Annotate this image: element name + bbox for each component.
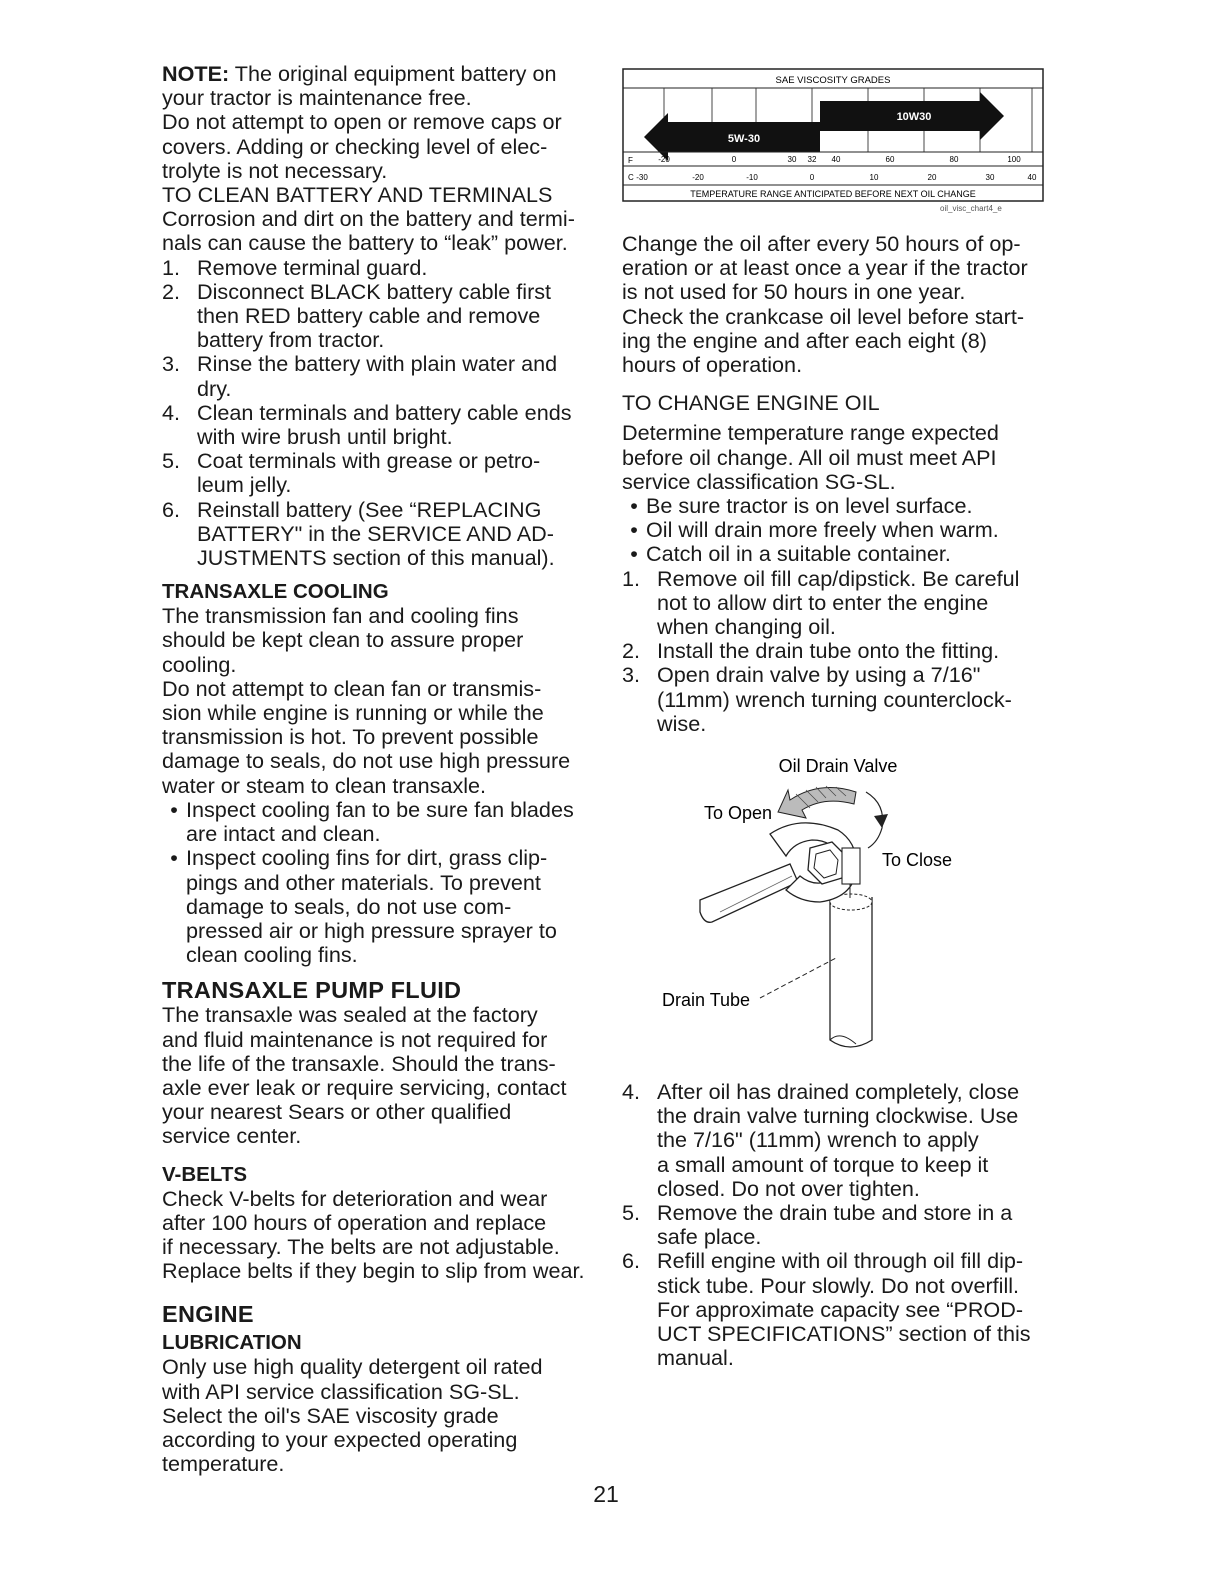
pump-line: and fluid maintenance is not required for bbox=[162, 1026, 548, 1052]
celsius-tick-label: 20 bbox=[927, 173, 937, 182]
vbelts-line: after 100 hours of operation and replace bbox=[162, 1209, 547, 1235]
celsius-tick-label: 10 bbox=[869, 173, 879, 182]
celsius-tick-label: -30 bbox=[636, 173, 648, 182]
step-text bbox=[197, 280, 594, 353]
label-to-close: To Close bbox=[882, 850, 953, 870]
step-line: a small amount of torque to keep it bbox=[657, 1151, 989, 1177]
step-line: when changing oil. bbox=[657, 614, 836, 640]
chart-image-id: oil_visc_chart4_e bbox=[940, 204, 1002, 213]
step-text bbox=[657, 1080, 1052, 1201]
oil-line: Check the crankcase oil level before start- bbox=[622, 303, 1025, 329]
fahrenheit-tick-label: 40 bbox=[831, 155, 841, 164]
step-number: 6. bbox=[622, 1248, 641, 1274]
step-line: battery from tractor. bbox=[197, 327, 385, 353]
step-number: 3. bbox=[622, 662, 641, 688]
battery-heading: TO CLEAN BATTERY AND TERMINALS bbox=[162, 182, 553, 208]
cooling-line: transmission is hot. To prevent possible bbox=[162, 724, 539, 750]
note-paragraph: NOTE: The original equipment battery on bbox=[162, 61, 557, 86]
oil-line: hours of operation. bbox=[622, 352, 803, 378]
note-line: covers. Adding or checking level of elec- bbox=[162, 133, 548, 159]
change-line: Determine temperature range expected bbox=[622, 420, 999, 446]
step-number: 3. bbox=[162, 351, 181, 377]
step-line: the 7/16" (11mm) wrench to apply bbox=[657, 1127, 979, 1153]
bullet-line: Be sure tractor is on level surface. bbox=[646, 493, 973, 519]
numbered-step bbox=[622, 567, 1052, 640]
sae-viscosity-chart bbox=[622, 68, 1044, 202]
oil-drain-valve-figure bbox=[660, 752, 1000, 1062]
bullet-item bbox=[622, 494, 1052, 518]
fahrenheit-tick-label: 0 bbox=[731, 155, 737, 164]
bullet-text bbox=[186, 798, 594, 846]
bullet-icon: • bbox=[170, 796, 178, 822]
note-label: NOTE: bbox=[162, 61, 230, 86]
fahrenheit-tick-label: 80 bbox=[949, 155, 959, 164]
cooling-line: damage to seals, do not use high pressure bbox=[162, 748, 571, 774]
battery-intro-line: nals can cause the battery to “leak” power. bbox=[162, 230, 568, 256]
step-text bbox=[197, 401, 594, 449]
vbelts-paragraph bbox=[162, 1187, 594, 1284]
step-text bbox=[657, 567, 1052, 640]
oil-line: Change the oil after every 50 hours of op- bbox=[622, 231, 1021, 256]
lubrication-line: with API service classification SG-SL. bbox=[162, 1378, 520, 1404]
engine-heading: ENGINE bbox=[162, 1301, 254, 1328]
bullet-item bbox=[162, 798, 594, 846]
step-line: closed. Do not over tighten. bbox=[657, 1175, 920, 1201]
oil-p2 bbox=[622, 305, 1052, 378]
step-number: 5. bbox=[622, 1200, 641, 1226]
step-line: not to allow dirt to enter the engine bbox=[657, 589, 989, 615]
drain-tube-leader bbox=[760, 958, 836, 998]
step-line: manual. bbox=[657, 1345, 734, 1371]
pump-line: the life of the transaxle. Should the trans- bbox=[162, 1050, 556, 1076]
step-number: 4. bbox=[622, 1079, 641, 1104]
step-text bbox=[657, 639, 1052, 663]
step-line: Open drain valve by using a 7/16" bbox=[657, 662, 981, 688]
battery-intro-line: Corrosion and dirt on the battery and termi- bbox=[162, 206, 575, 232]
step-line: Rinse the battery with plain water and bbox=[197, 351, 558, 377]
vbelts-heading: V-BELTS bbox=[162, 1162, 248, 1186]
change-oil-heading: TO CHANGE ENGINE OIL bbox=[622, 390, 880, 416]
bullet-line: Catch oil in a suitable container. bbox=[646, 541, 951, 567]
step-number: 5. bbox=[162, 448, 181, 474]
cooling-p2 bbox=[162, 677, 594, 798]
bullet-text bbox=[646, 518, 1052, 542]
close-arrow-head bbox=[874, 814, 888, 828]
lubrication-paragraph bbox=[162, 1355, 594, 1476]
bullet-text bbox=[646, 542, 1052, 566]
bullet-line: Oil will drain more freely when warm. bbox=[646, 517, 999, 543]
numbered-step bbox=[622, 663, 1052, 736]
fahrenheit-tick-label: 32 bbox=[807, 155, 817, 164]
cooling-line: sion while engine is running or while the bbox=[162, 700, 544, 726]
change-oil-steps-a bbox=[622, 567, 1052, 736]
numbered-step bbox=[162, 449, 594, 497]
step-line: Refill engine with oil through oil fill dip- bbox=[657, 1248, 1024, 1274]
step-line: Remove oil fill cap/dipstick. Be careful bbox=[657, 565, 1020, 591]
step-text bbox=[197, 256, 594, 280]
vbelts-line: if necessary. The belts are not adjustable. bbox=[162, 1233, 560, 1259]
bullet-icon: • bbox=[630, 517, 638, 543]
oil-line: ing the engine and after each eight (8) bbox=[622, 327, 987, 353]
fahrenheit-tick-label: 60 bbox=[885, 155, 895, 164]
lubrication-heading: LUBRICATION bbox=[162, 1331, 302, 1355]
numbered-step bbox=[162, 401, 594, 449]
right-column-lower bbox=[622, 1080, 1052, 1370]
cooling-heading: TRANSAXLE COOLING bbox=[162, 580, 389, 604]
step-line: stick tube. Pour slowly. Do not overfill. bbox=[657, 1272, 1020, 1298]
step-number: 2. bbox=[622, 638, 641, 664]
oil-line: eration or at least once a year if the tractor bbox=[622, 255, 1028, 281]
change-line: before oil change. All oil must meet API bbox=[622, 444, 997, 470]
numbered-step bbox=[622, 1249, 1052, 1370]
step-line: Clean terminals and battery cable ends bbox=[197, 399, 572, 425]
step-number: 4. bbox=[162, 399, 181, 425]
battery-steps bbox=[162, 256, 594, 571]
step-line: Remove the drain tube and store in a bbox=[657, 1200, 1013, 1226]
step-line: BATTERY" in the SERVICE AND AD- bbox=[197, 520, 554, 546]
celsius-tick-label: 30 bbox=[985, 173, 995, 182]
chart-footer: TEMPERATURE RANGE ANTICIPATED BEFORE NEXT OIL CHANGE bbox=[690, 189, 976, 199]
cooling-line: cooling. bbox=[162, 651, 237, 677]
fahrenheit-tick-label: 100 bbox=[1007, 155, 1021, 164]
step-line: Disconnect BLACK battery cable first bbox=[197, 278, 552, 304]
note-line: your tractor is maintenance free. bbox=[162, 85, 472, 111]
cooling-p1 bbox=[162, 604, 594, 677]
pump-line: The transaxle was sealed at the factory bbox=[162, 1002, 538, 1028]
step-line: then RED battery cable and remove bbox=[197, 303, 541, 329]
bullet-text bbox=[646, 494, 1052, 518]
step-line: JUSTMENTS section of this manual). bbox=[197, 545, 555, 571]
step-line: safe place. bbox=[657, 1224, 762, 1250]
celsius-tick-label: 0 bbox=[809, 173, 815, 182]
bullet-line: are intact and clean. bbox=[186, 821, 381, 847]
fahrenheit-label: F bbox=[628, 156, 633, 165]
bullet-item bbox=[622, 542, 1052, 566]
drain-tube-drawing bbox=[830, 894, 872, 1047]
step-line: the drain valve turning clockwise. Use bbox=[657, 1103, 1019, 1129]
step-line: (11mm) wrench turning counterclock- bbox=[657, 686, 1012, 712]
bullet-line: pressed air or high pressure sprayer to bbox=[186, 917, 557, 943]
bullet-line: Inspect cooling fan to be sure fan blades bbox=[186, 796, 574, 822]
step-number: 1. bbox=[162, 254, 181, 280]
numbered-step bbox=[162, 280, 594, 353]
numbered-step bbox=[162, 498, 594, 571]
pump-heading: TRANSAXLE PUMP FLUID bbox=[162, 977, 462, 1004]
celsius-label: C bbox=[628, 173, 634, 182]
step-text bbox=[197, 449, 594, 497]
celsius-tick-label: -10 bbox=[746, 173, 758, 182]
cooling-bullets bbox=[162, 798, 594, 967]
bullet-item bbox=[162, 846, 594, 967]
lubrication-line: temperature. bbox=[162, 1451, 285, 1477]
bullet-line: Inspect cooling fins for dirt, grass clip- bbox=[186, 845, 548, 871]
step-line: Coat terminals with grease or petro- bbox=[197, 448, 541, 474]
bullet-icon: • bbox=[170, 845, 178, 871]
step-line: with wire brush until bright. bbox=[197, 424, 453, 450]
celsius-tick-label: -20 bbox=[692, 173, 704, 182]
label-10w30: 10W30 bbox=[896, 111, 932, 123]
oil-p1 bbox=[622, 232, 1052, 305]
step-line: UCT SPECIFICATIONS” section of this bbox=[657, 1321, 1031, 1347]
step-line: Reinstall battery (See “REPLACING bbox=[197, 496, 542, 522]
numbered-step bbox=[162, 256, 594, 280]
fahrenheit-tick-label: -20 bbox=[658, 155, 670, 164]
bullet-item bbox=[622, 518, 1052, 542]
right-column bbox=[622, 232, 1052, 736]
bullet-icon: • bbox=[630, 493, 638, 519]
note-line: Do not attempt to open or remove caps or bbox=[162, 109, 562, 135]
numbered-step bbox=[622, 1080, 1052, 1201]
step-number: 6. bbox=[162, 496, 181, 522]
fahrenheit-tick-label: 30 bbox=[787, 155, 797, 164]
step-line: Remove terminal guard. bbox=[197, 254, 428, 280]
pump-line: service center. bbox=[162, 1123, 302, 1149]
cooling-line: water or steam to clean transaxle. bbox=[162, 772, 487, 798]
chart-title: SAE VISCOSITY GRADES bbox=[775, 75, 891, 86]
lubrication-line: Select the oil's SAE viscosity grade bbox=[162, 1402, 499, 1428]
step-text bbox=[657, 1201, 1052, 1249]
label-to-open: To Open bbox=[704, 803, 773, 823]
cooling-line: should be kept clean to assure proper bbox=[162, 627, 524, 653]
step-line: After oil has drained completely, close bbox=[657, 1079, 1020, 1104]
step-text bbox=[657, 663, 1052, 736]
vbelts-line: Check V-belts for deterioration and wear bbox=[162, 1185, 548, 1211]
cooling-line: The transmission fan and cooling fins bbox=[162, 603, 519, 629]
step-text bbox=[197, 498, 594, 571]
oil-line: is not used for 50 hours in one year. bbox=[622, 279, 966, 305]
change-oil-bullets bbox=[622, 494, 1052, 567]
label-5w30: 5W-30 bbox=[727, 133, 761, 145]
bullet-text bbox=[186, 846, 594, 967]
change-line: service classification SG-SL. bbox=[622, 468, 896, 494]
numbered-step bbox=[622, 639, 1052, 663]
bullet-line: damage to seals, do not use com- bbox=[186, 893, 512, 919]
step-line: Install the drain tube onto the fitting. bbox=[657, 638, 1000, 664]
open-arrow-icon bbox=[778, 788, 856, 819]
pump-paragraph bbox=[162, 1003, 594, 1148]
step-line: dry. bbox=[197, 375, 232, 401]
step-text bbox=[657, 1249, 1052, 1370]
step-number: 2. bbox=[162, 278, 181, 304]
note-line: trolyte is not necessary. bbox=[162, 157, 388, 183]
lubrication-line: according to your expected operating bbox=[162, 1426, 518, 1452]
pump-line: your nearest Sears or other qualified bbox=[162, 1099, 512, 1125]
step-number: 1. bbox=[622, 565, 641, 591]
cooling-line: Do not attempt to clean fan or transmis- bbox=[162, 675, 542, 701]
page-number: 21 bbox=[593, 1481, 619, 1507]
bullet-line: pings and other materials. To prevent bbox=[186, 869, 541, 895]
step-line: leum jelly. bbox=[197, 472, 292, 498]
lubrication-line: Only use high quality detergent oil rated bbox=[162, 1354, 543, 1380]
numbered-step bbox=[162, 352, 594, 400]
vbelts-line: Replace belts if they begin to slip from wear. bbox=[162, 1258, 585, 1284]
step-line: For approximate capacity see “PROD- bbox=[657, 1296, 1024, 1322]
figure-title: Oil Drain Valve bbox=[778, 756, 898, 776]
left-column bbox=[162, 62, 594, 1476]
step-text bbox=[197, 352, 594, 400]
celsius-tick-label: 40 bbox=[1027, 173, 1037, 182]
label-drain-tube: Drain Tube bbox=[662, 990, 751, 1010]
step-line: wise. bbox=[657, 710, 707, 736]
change-oil-paragraph bbox=[622, 421, 1052, 494]
pump-line: axle ever leak or require servicing, contact bbox=[162, 1074, 567, 1100]
bullet-line: clean cooling fins. bbox=[186, 942, 358, 968]
bullet-icon: • bbox=[630, 541, 638, 567]
change-oil-steps-b bbox=[622, 1080, 1052, 1370]
numbered-step bbox=[622, 1201, 1052, 1249]
